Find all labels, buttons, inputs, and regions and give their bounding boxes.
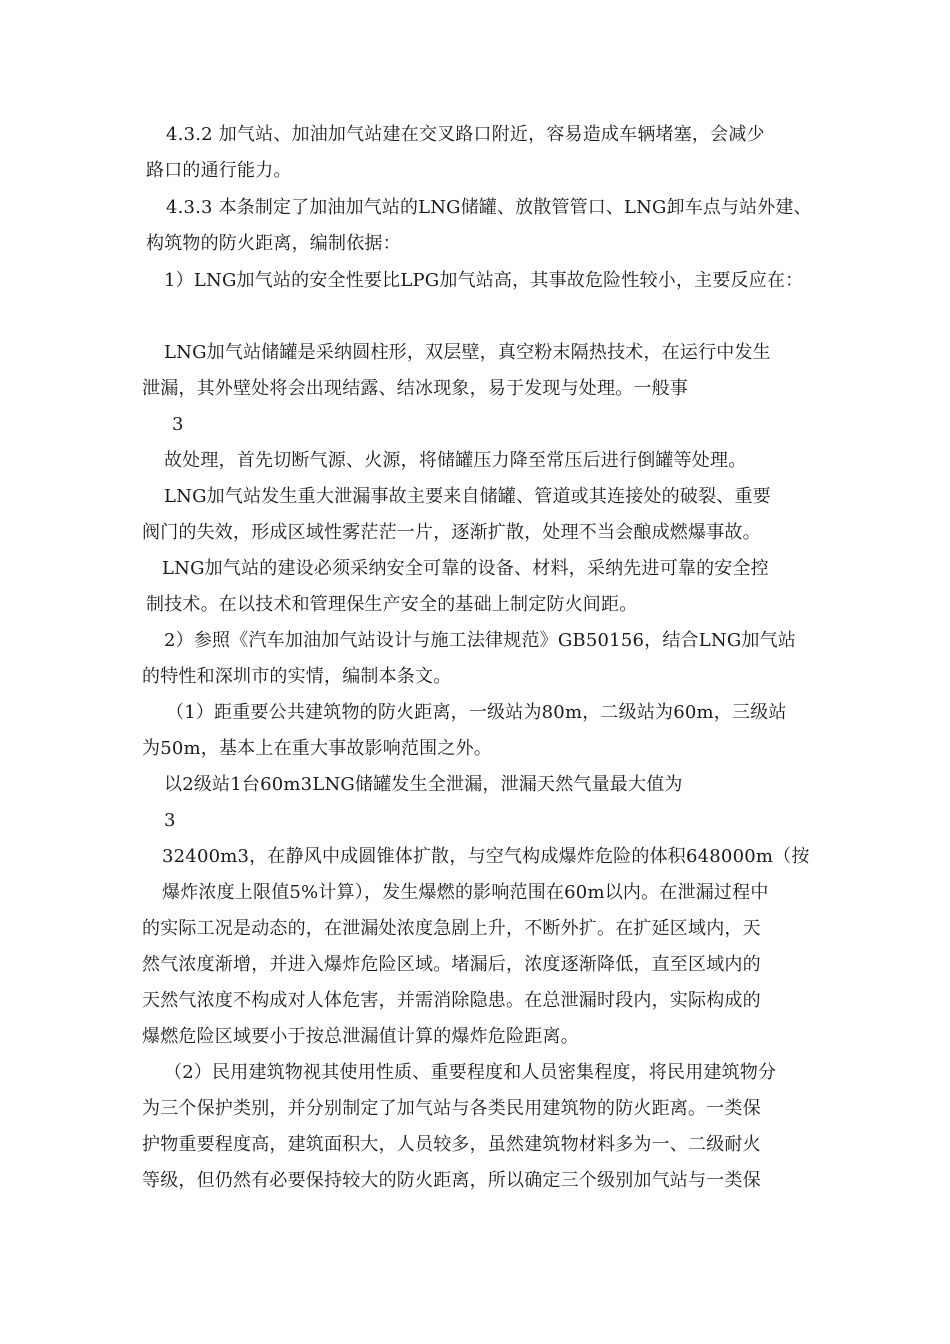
text-line: 为三个保护类别，并分别制定了加气站与各类民用建筑物的防火距离。一类保	[142, 1098, 761, 1119]
text-line: 护物重要程度高，建筑面积大，人员较多，虽然建筑物材料多为一、二级耐火	[142, 1134, 761, 1155]
text-line: 爆燃危险区域要小于按总泄漏值计算的爆炸危险距离。	[142, 1026, 579, 1047]
text-line: 天然气浓度不构成对人体危害，并需消除隐患。在总泄漏时段内，实际构成的	[142, 990, 761, 1011]
text-line: 构筑物的防火距离，编制依据：	[146, 233, 401, 254]
text-line: 4.3.3 本条制定了加油加气站的LNG储罐、放散管管口、LNG卸车点与站外建、	[166, 197, 812, 218]
superscript-3: 3	[164, 810, 176, 831]
text-line: 故处理，首先切断气源、火源，将储罐压力降至常压后进行倒罐等处理。	[164, 450, 747, 471]
text-line: 阀门的失效，形成区域性雾茫茫一片，逐渐扩散，处理不当会酿成燃爆事故。	[142, 522, 761, 543]
text-line: 1）LNG加气站的安全性要比LPG加气站高，其事故危险性较小，主要反应在：	[164, 270, 804, 291]
text-line: 为50m，基本上在重大事故影响范围之外。	[142, 738, 492, 759]
text-line: （2）民用建筑物视其使用性质、重要程度和人员密集程度，将民用建筑物分	[164, 1062, 777, 1083]
text-line: （1）距重要公共建筑物的防火距离，一级站为80m，二级站为60m，三级站	[166, 702, 787, 723]
text-line: LNG加气站发生重大泄漏事故主要来自储罐、管道或其连接处的破裂、重要	[164, 486, 771, 507]
text-line: 4.3.2 加气站、加油加气站建在交叉路口附近，容易造成车辆堵塞，会减少	[166, 124, 765, 145]
text-line: 32400m3，在静风中成圆锥体扩散，与空气构成爆炸危险的体积648000m（按	[162, 846, 810, 867]
page-number: 3	[172, 414, 184, 435]
text-line: 然气浓度渐增，并进入爆炸危险区域。堵漏后，浓度逐渐降低，直至区域内的	[142, 954, 761, 975]
text-line: 路口的通行能力。	[146, 160, 292, 181]
text-line: 等级，但仍然有必要保持较大的防火距离，所以确定三个级别加气站与一类保	[142, 1170, 761, 1191]
text-line: 的特性和深圳市的实情，编制本条文。	[142, 666, 452, 687]
text-line: 泄漏，其外壁处将会出现结露、结冰现象，易于发现与处理。一般事	[142, 378, 688, 399]
text-line: LNG加气站储罐是采纳圆柱形，双层壁，真空粉末隔热技术，在运行中发生	[164, 342, 771, 363]
text-line: 的实际工况是动态的，在泄漏处浓度急剧上升，不断外扩。在扩延区域内，天	[142, 918, 761, 939]
text-line: 制技术。在以技术和管理保生产安全的基础上制定防火间距。	[146, 594, 638, 615]
text-line: 爆炸浓度上限值5%计算），发生爆燃的影响范围在60m以内。在泄漏过程中	[162, 882, 769, 903]
text-line: 2）参照《汽车加油加气站设计与施工法律规范》GB50156，结合LNG加气站	[164, 630, 796, 651]
text-line: 以2级站1台60m3LNG储罐发生全泄漏，泄漏天然气量最大值为	[164, 774, 683, 795]
text-line: LNG加气站的建设必须采纳安全可靠的设备、材料，采纳先进可靠的安全控	[162, 558, 769, 579]
